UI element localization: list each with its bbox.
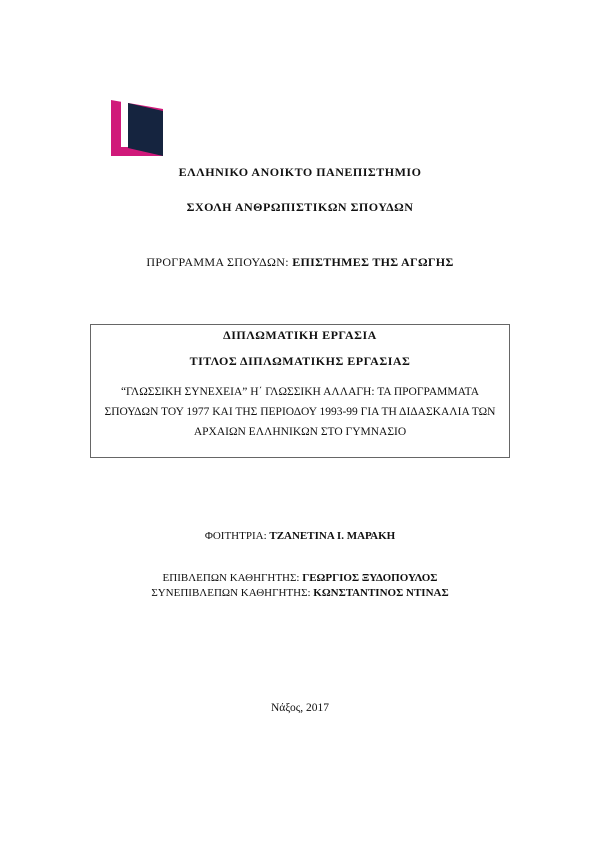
supervisor-line bbox=[0, 571, 600, 586]
student-name: ΤΖΑΝΕΤΙΝΑ Ι. ΜΑΡΑΚΗ bbox=[269, 530, 396, 542]
thesis-title-heading: ΤΙΤΛΟΣ ΔΙΠΛΩΜΑΤΙΚΗΣ ΕΡΓΑΣΙΑΣ bbox=[189, 354, 411, 368]
school-name: ΣΧΟΛΗ ΑΝΘΡΩΠΙΣΤΙΚΩΝ ΣΠΟΥΔΩΝ bbox=[186, 200, 414, 214]
thesis-type: ΔΙΠΛΩΜΑΤΙΚΗ ΕΡΓΑΣΙΑ bbox=[223, 328, 377, 342]
student-line bbox=[0, 530, 600, 542]
supervisor-name: ΓΕΩΡΓΙΟΣ ΞΥΔΟΠΟΥΛΟΣ bbox=[302, 572, 438, 584]
student-label: ΦΟΙΤΗΤΡΙΑ: bbox=[204, 530, 267, 542]
supervisor-label: ΕΠΙΒΛΕΠΩΝ ΚΑΘΗΓΗΤΗΣ: bbox=[162, 572, 300, 584]
program-label: ΠΡΟΓΡΑΜΜΑ ΣΠΟΥΔΩΝ: bbox=[146, 255, 289, 269]
study-program bbox=[0, 255, 600, 270]
co-supervisor-label: ΣΥΝΕΠΙΒΛΕΠΩΝ ΚΑΘΗΓΗΤΗΣ: bbox=[151, 587, 311, 599]
institution-name: ΕΛΛΗΝΙΚΟ ΑΝΟΙΚΤΟ ΠΑΝΕΠΙΣΤΗΜΙΟ bbox=[178, 165, 422, 179]
thesis-title: “ΓΛΩΣΣΙΚΗ ΣΥΝΕΧΕΙΑ” Η΄ ΓΛΩΣΣΙΚΗ ΑΛΛΑΓΗ: ΤΑ ΠΡΟΓΡΑΜΜΑΤΑ ΣΠΟΥΔΩΝ ΤΟΥ 1977 ΚΑΙ ΤΗΣ ΠΕΡΙΟΔΟΥ 1993-99 ΓΙΑ ΤΗ ΔΙΔΑΣΚΑΛΙΑ ΤΩΝ ΑΡΧΑΙΩΝ ΕΛΛΗΝΙΚΩΝ ΣΤΟ ΓΥΜΝΑΣΙΟ bbox=[104, 386, 496, 438]
supervisors-block bbox=[0, 571, 600, 601]
program-value: ΕΠΙΣΤΗΜΕΣ ΤΗΣ ΑΓΩΓΗΣ bbox=[292, 255, 454, 269]
co-supervisor-name: ΚΩΝΣΤΑΝΤΙΝΟΣ ΝΤΙΝΑΣ bbox=[313, 587, 449, 599]
thesis-title-box bbox=[90, 324, 510, 458]
university-logo bbox=[111, 100, 163, 156]
place-date: Νάξος, 2017 bbox=[270, 702, 330, 714]
co-supervisor-line bbox=[0, 586, 600, 601]
